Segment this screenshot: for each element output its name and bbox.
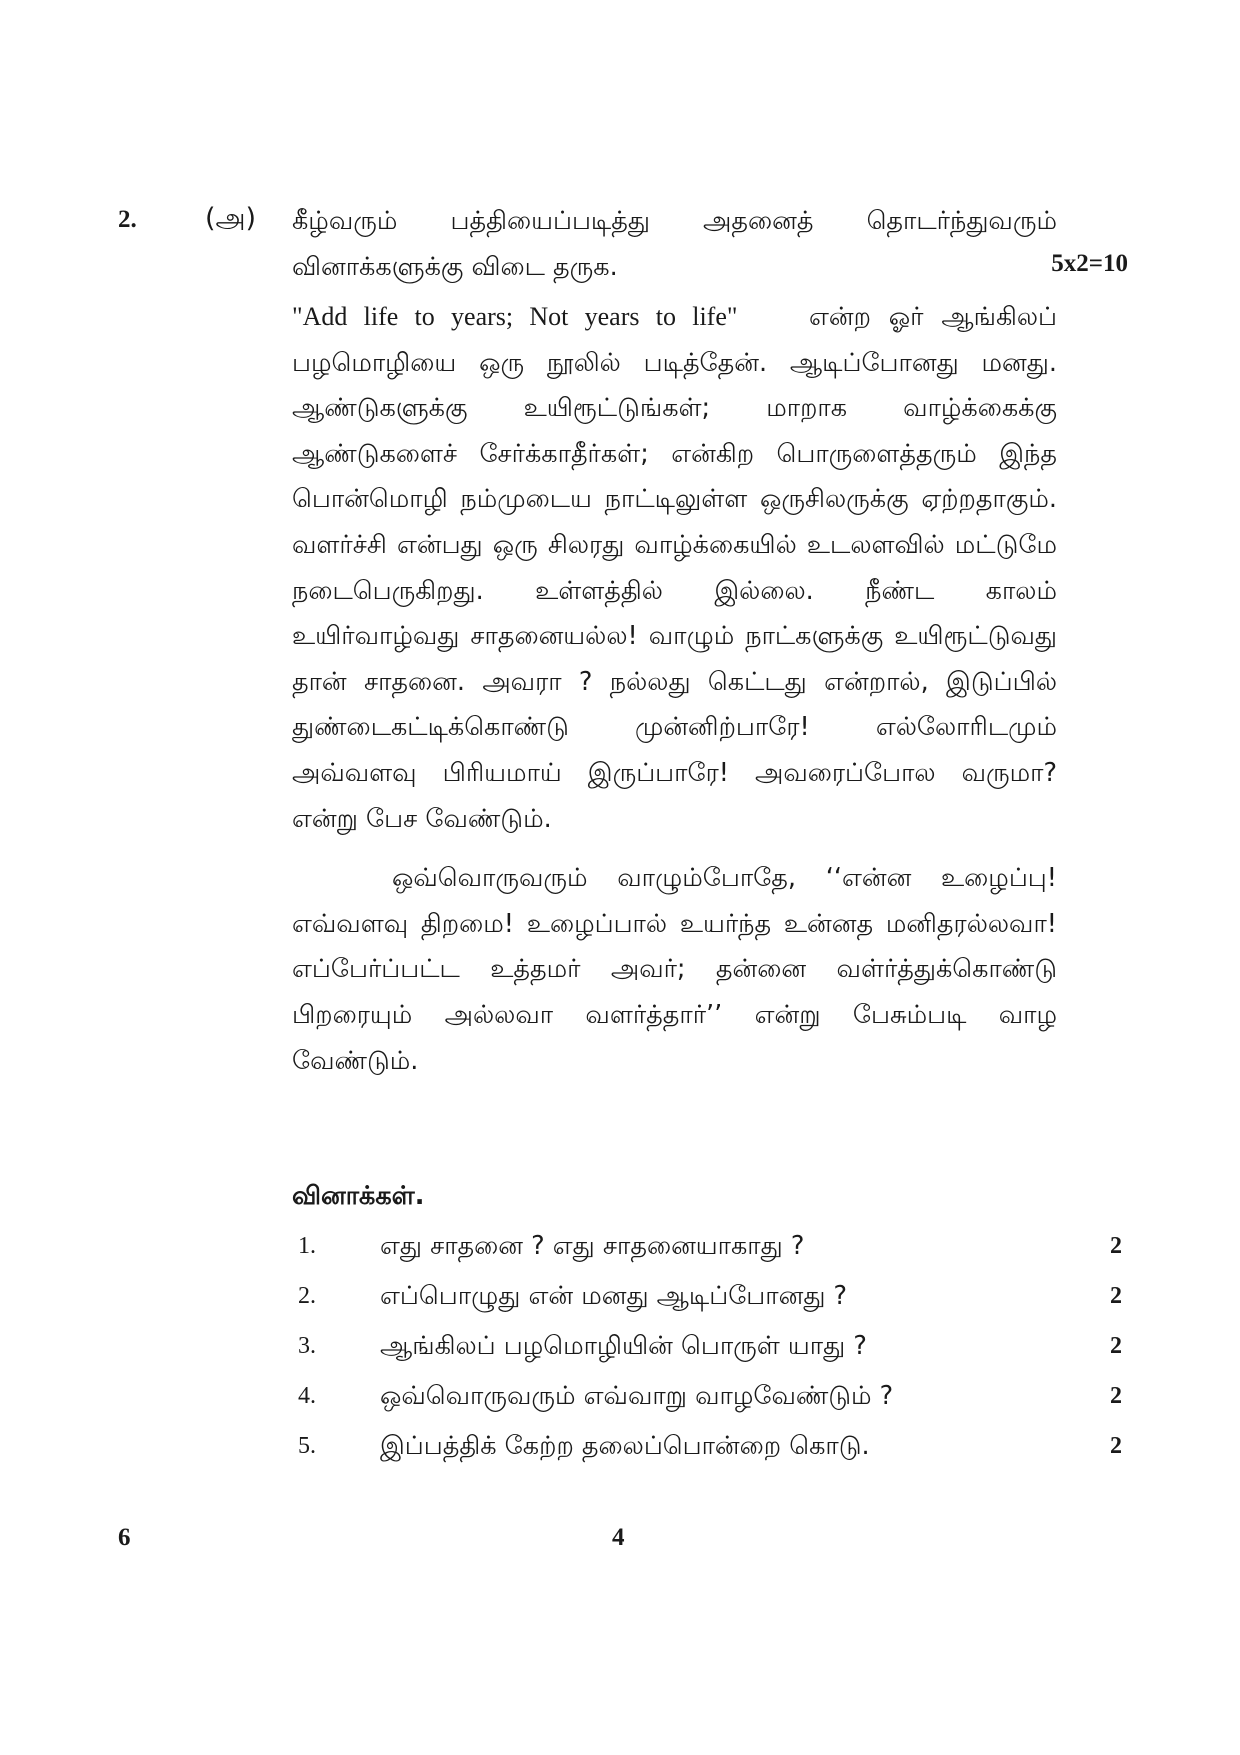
questions-list xyxy=(292,1233,1122,1483)
question-item xyxy=(292,1433,1122,1483)
question-item-number: 5. xyxy=(298,1433,316,1459)
question-item-marks: 2 xyxy=(1110,1333,1122,1359)
instruction-line-1: கீழ்வரும் பத்தியைப்படித்து அதனைத் தொடர்ந்துவரும் xyxy=(292,206,1057,236)
question-item-text: இப்பத்திக் கேற்ற தலைப்பொன்றை கொடு. xyxy=(380,1431,870,1461)
instruction-line-2: வினாக்களுக்கு விடை தருக. xyxy=(292,252,618,282)
paragraph-1-text: என்ற ஓர் ஆங்கிலப் பழமொழியை ஒரு நூலில் படித்தேன். ஆடிப்போனது மனது. ஆண்டுகளுக்கு உயிரூட்டுங்கள்; மாறாக வாழ்க்கைக்கு ஆண்டுகளைச் சேர்க்காதீர்கள்; என்கிற பொருளைத்தரும் இந்த பொன்மொழி நம்முடைய நாட்டிலுள்ள ஒருசிலருக்கு ஏற்றதாகும். வளர்ச்சி என்பது ஒரு சிலரது வாழ்க்கையில் உடலளவில் மட்டுமே நடைபெருகிறது. உள்ளத்தில் இல்லை. நீண்ட காலம் உயிர்வாழ்வது சாதனையல்ல! வாழும் நாட்களுக்கு உயிரூட்டுவது தான் சாதனை. அவரா ? நல்லது கெட்டது என்றால், இடுப்பில் துண்டைகட்டிக்கொண்டு முன்னிற்பாரே! எல்லோரிடமும் அவ்வளவு பிரியமாய் இருப்பாரே! அவரைப்போல வருமா? என்று பேச வேண்டும். xyxy=(292,302,1057,834)
question-item-text: எது சாதனை ? எது சாதனையாகாது ? xyxy=(380,1231,805,1261)
question-item xyxy=(292,1383,1122,1433)
question-instruction xyxy=(292,198,1057,290)
question-item xyxy=(292,1233,1122,1283)
question-number: 2. xyxy=(118,206,137,233)
question-item-text: எப்பொழுது என் மனது ஆடிப்போனது ? xyxy=(380,1281,848,1311)
question-item-marks: 2 xyxy=(1110,1433,1122,1459)
question-item-number: 2. xyxy=(298,1283,316,1309)
total-marks: 5x2=10 xyxy=(1051,250,1128,277)
question-item-marks: 2 xyxy=(1110,1233,1122,1259)
question-item-number: 3. xyxy=(298,1333,316,1359)
page-number: 4 xyxy=(612,1524,625,1551)
question-part-label: (அ) xyxy=(205,203,257,234)
question-item xyxy=(292,1333,1122,1383)
question-item-marks: 2 xyxy=(1110,1283,1122,1309)
paper-code: 6 xyxy=(118,1524,131,1551)
questions-heading: வினாக்கள். xyxy=(292,1181,425,1211)
question-item-text: ஒவ்வொருவரும் எவ்வாறு வாழவேண்டும் ? xyxy=(380,1381,894,1411)
question-item xyxy=(292,1283,1122,1333)
question-item-text: ஆங்கிலப் பழமொழியின் பொருள் யாது ? xyxy=(380,1331,867,1361)
question-item-marks: 2 xyxy=(1110,1383,1122,1409)
passage-paragraph-2: ஒவ்வொருவரும் வாழும்போதே, ‘‘என்ன உழைப்பு! எவ்வளவு திறமை! உழைப்பால் உயர்ந்த உன்னத மனிதரல்லவா! எப்பேர்ப்பட்ட உத்தமர் அவர்; தன்னை வள்ர்த்துக்கொண்டு பிறரையும் அல்லவா வளர்த்தார்’’ என்று பேசும்படி வாழ வேண்டும். xyxy=(292,863,1057,1076)
reading-passage xyxy=(292,294,1057,1084)
question-item-number: 1. xyxy=(298,1233,316,1259)
passage-paragraph-1 xyxy=(292,294,1057,842)
question-item-number: 4. xyxy=(298,1383,316,1409)
english-proverb: "Add life to years; Not years to life" xyxy=(292,302,738,331)
